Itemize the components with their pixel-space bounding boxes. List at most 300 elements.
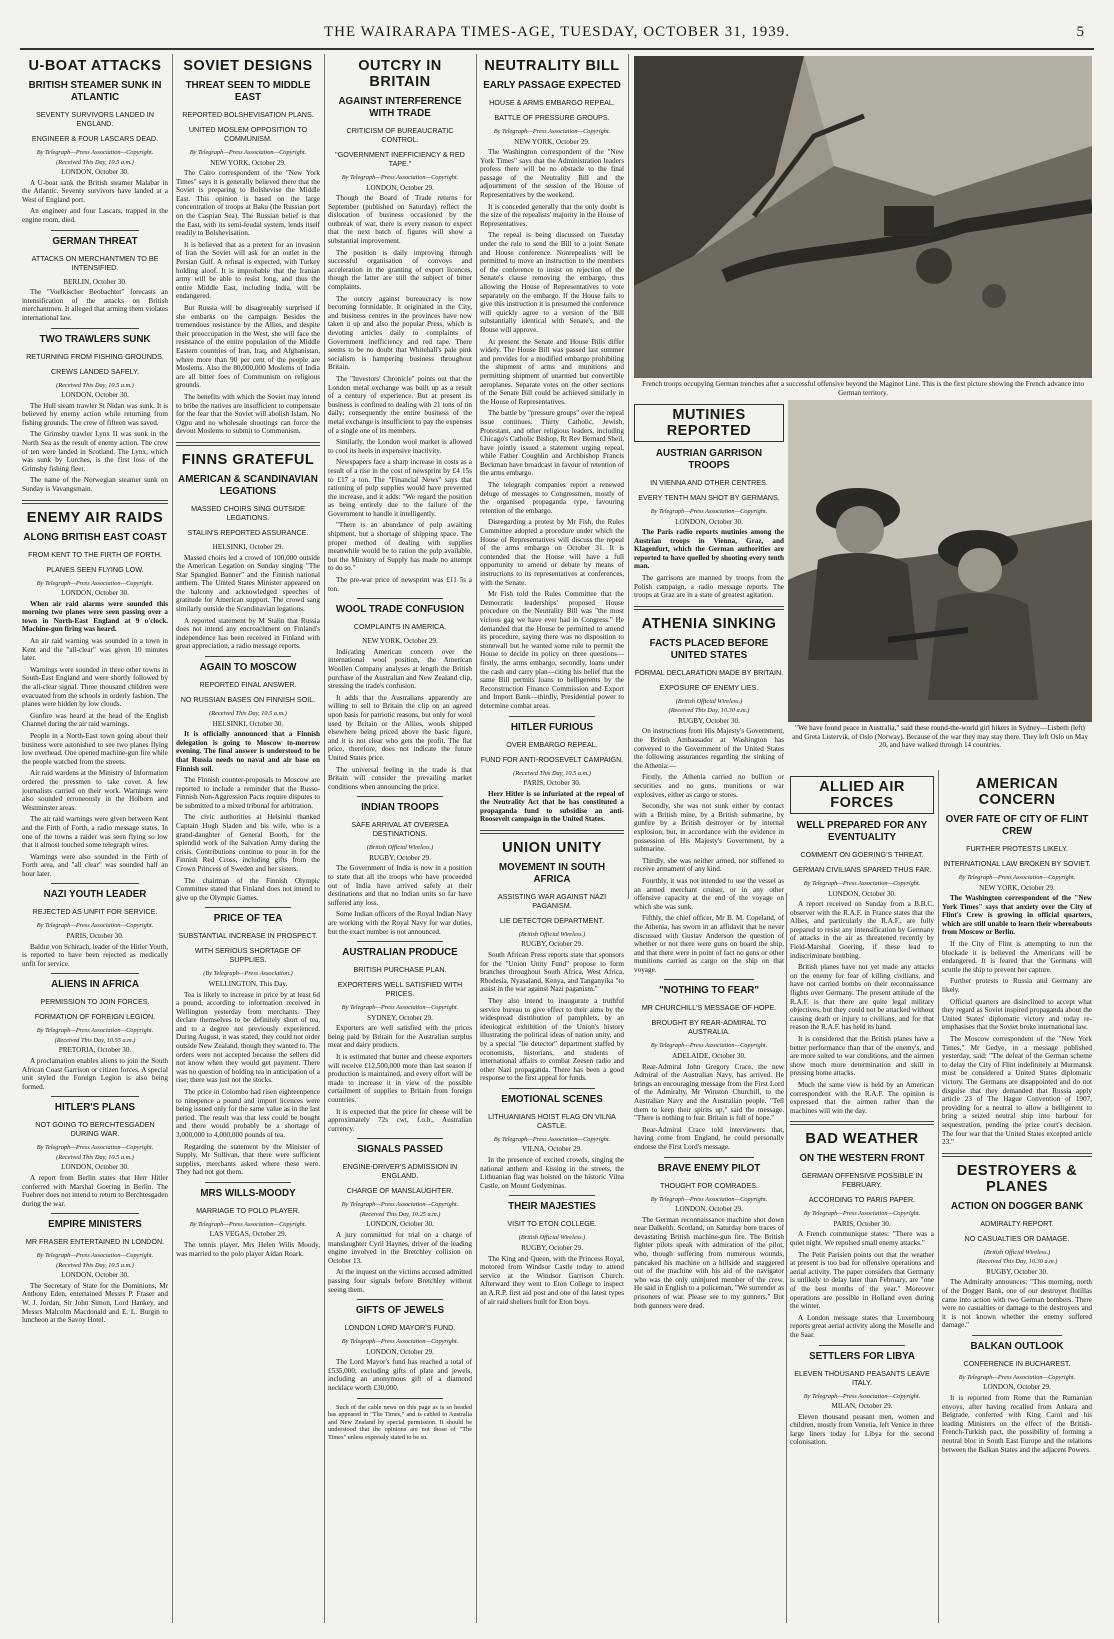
dateline: NEW YORK, October 29. [514, 137, 590, 146]
article-headline: MUTINIES REPORTED [634, 404, 784, 442]
article-paragraph: Thirdly, she was neither armed, nor stiffened to receive armament of any kind. [634, 856, 784, 874]
received-time: (Received This Day, 10.55 a.m.) [54, 1036, 136, 1044]
article-paragraph: Eleven thousand peasant men, women and children, mostly from Venetia, left Venice in three large liners today for Libya for the second colonisation. [790, 1412, 934, 1447]
article-paragraph: The Petit Parisien points out that the weather at present is too bad for offensive operations and aerial activity. The paper considers that Germany is unlikely to delay later than February, are "one of the best months of the year." Moreover operations are possible in Holland even during the winter. [790, 1250, 934, 1311]
article-paragraph: At present the Senate and House Bills differ widely. The House Bill was passed last summer and provides for a modified embargo prohibiting the shipment of arms and munitions and permitting shipment of unarmed but convertible aeroplanes. Separate votes on the other sections of the Senate Bill could be achieved similarly in the House of Representatives. [480, 337, 624, 406]
dateline: WELLINGTON, This Day. [208, 979, 288, 988]
article-dek: OVER EMBARGO REPEAL. [506, 739, 598, 749]
article-paragraph: The Hull steam trawler St Nidan was sunk. It is believed by enemy action while returning from fishing grounds. The crew of fifteen was saved. [22, 401, 168, 427]
article-paragraph: People in a North-East town going about their business were astonished to see two planes flying low overhead. One opened machine-gun fire while the people watched from the streets. [22, 731, 168, 766]
article-dek: MARRIAGE TO POLO PLAYER. [196, 1205, 300, 1215]
dateline: PRETORIA, October 30. [58, 1046, 132, 1055]
article-paragraph: The Finnish counter-proposals to Moscow are reported to include a reminder that the Russo-Finnish Non-Aggression Pacts require disputes to be submitted to a mixed tribunal for arbitration. [176, 776, 320, 810]
article-subhead: THREAT SEEN TO MIDDLE EAST [185, 80, 311, 103]
wire-credit: By Telegraph—Press Association—Copyright. [189, 1220, 307, 1228]
article-paragraph: The German reconnaissance machine shot down near Dalkeith, Scotland, on Saturday bore traces of devastating British machine-gun fire. The British fighter pilots speak with admiration of the pilot, who, though suffering from numerous wounds, pancaked his machine on a hillside and staggered out of the machine with his aid of the navigator who was the only uninjured member of the crew. He said in English to a policeman, "We surrender as prisoners of war. Please see to my gunners." But both gunners were dead. [634, 1215, 784, 1310]
article-dek: GERMAN CIVILIANS SPARED THUS FAR. [792, 865, 932, 874]
article-headline: DESTROYERS & PLANES [956, 1162, 1078, 1195]
received-time: (Received This Day, 10.25 a.m.) [359, 1210, 441, 1218]
article-paragraph: When air raid alarms were sounded this morning two planes were seen passing over a town in North-East England at 9 o'clock. Machine-gun firing was heard. [22, 599, 168, 634]
received-time: (Received This Day, 10.5 a.m.) [513, 769, 591, 777]
article-dek: CONFERENCE IN BUCHAREST. [963, 1358, 1071, 1368]
article-paragraph: Firstly, the Athenia carried no bullion or securities and no guns, munitions or war explosives, either as cargo or stores. [634, 773, 784, 799]
divider [664, 1157, 754, 1158]
article-dek: CREWS LANDED SAFELY. [50, 366, 139, 376]
wire-credit: By Telegraph—Press Association—Copyright. [341, 174, 459, 181]
divider [51, 328, 139, 329]
article-headline: SETTLERS FOR LIBYA [809, 1350, 915, 1362]
article-paragraph: Disregarding a protest by Mr Fish, the Rules Committee adopted a procedure under which the House of Representatives will discuss the repeal of the arms embargo on October 31. It is contended that the House will have a full opportunity to amend or debate by means of instructions to its representatives at conferences, with the Senate. [480, 518, 624, 587]
article-headline: MRS WILLS-MOODY [200, 1187, 296, 1199]
article-paragraph: A reported statement by M Stalin that Russia does not intend any encroachment on Finland's independence has been received in Finland with great appreciation, a radio message reports. [176, 616, 320, 651]
article-headline: ATHENIA SINKING [641, 615, 777, 632]
article-paragraph: The Admiralty announces: "This morning, north of the Dogger Bank, one of our destroyer flotillas came into action with two German bombers. There were no casualties or damage to the destroyers and it is not known whether the enemy suffered damage." [942, 1278, 1092, 1330]
divider [357, 941, 443, 942]
article-headline: GERMAN THREAT [52, 235, 138, 247]
article-dek: FURTHER PROTESTS LIKELY. [966, 844, 1068, 853]
article-paragraph: Fourthly, it was not intended to use the vessel as an armed merchant cruiser, or in any other offensive capacity at the end of the voyage on which she was sunk. [634, 876, 784, 911]
dateline: PARIS, October 30. [66, 931, 124, 940]
received-time: (Received This Day, 10.5 a.m.) [56, 1261, 134, 1269]
article-headline: HITLER FURIOUS [510, 721, 594, 733]
article-paragraph: It is expected that the price for cheese will be approximately 72s cwt, f.o.b., Australian currency. [328, 1107, 472, 1133]
dateline: NEW YORK, October 29. [362, 637, 438, 646]
article-dek: VISIT TO ETON COLLEGE. [507, 1219, 597, 1229]
divider [664, 979, 754, 980]
article-paragraph: The Moscow correspondent of the "New York Times," Mr Gedye, in a message published yesterday, said: "The defeat of the German scheme to delay the City of Flint indefinitely at Murmansk must be considered a United States diplomatic victory. The Germans are disappointed and do not disguise that they demanded that Russia apply article 23 of The Hague Convention of 1907, providing for a neutral to allow a belligerent to bring a seized neutral ship into harbour for sequestration, pending the prize court's decision. The four war that the United States excepted article 23." [942, 1035, 1092, 1147]
wire-credit: By Telegraph—Press Association—Copyright. [803, 1392, 921, 1400]
article-headline: SOVIET DESIGNS [183, 58, 313, 74]
editorial-note: Such of the cable news on this page as is so headed has appeared in "The Times," and is cabled to Australia and New Zealand by special permission. It should be understood that the opinions are not those of "The Times" unless expressly stated to be so. [328, 1403, 472, 1441]
photo-caption: "We have found peace in Australia," said these round-the-world girl hikers in Sydney—Lisbeth (left) and Greta Listervik, of Oslo (Norway). Because of the war they may stay there. They left Oslo on May 20, and have walked through 14 countries. [792, 724, 1088, 750]
article-paragraph: Much the same view is held by an American correspondent with the R.A.F. The opinion is expressed that the airmen rather than the machines will win the day. [790, 1080, 934, 1115]
article-headline: U-BOAT ATTACKS [28, 58, 162, 74]
divider [205, 907, 291, 908]
article-dek: RETURNING FROM FISHING GROUNDS. [26, 351, 164, 361]
article-dek: COMMENT ON GOERING'S THREAT. [800, 850, 924, 859]
divider [972, 1335, 1062, 1336]
article-paragraph: The outcry against bureaucracy is now becoming formidable. It originated in the City, and business centres in the provinces have now taken it up and also the popular Press, which is devoting articles daily to complaints of Government inefficiency and red tape. There seems to be no doubt that Whitehall's pale pink socialism is hampering business throughout Britain. [328, 294, 472, 372]
article-paragraph: It is officially announced that a Finnish delegation is going to Moscow to-morrow evening. The final answer is understood to be that Russia needs no naval and air base on Finnish soil. [176, 730, 320, 773]
article-dek: EVERY TENTH MAN SHOT BY GERMANS. [638, 493, 780, 502]
wire-credit: By Telegraph—Press Association—Copyright. [36, 922, 154, 930]
article-dek: BROUGHT BY REAR-ADMIRAL TO AUSTRALIA. [651, 1018, 767, 1037]
article-dek: SUBSTANTIAL INCREASE IN PROSPECT. [178, 931, 318, 941]
article-paragraph: A jury committed for trial on a charge of manslaughter Cyril Haynes, driver of the leading engine involved in the Bretchley collision on October 13. [328, 1230, 472, 1265]
divider [942, 1153, 1092, 1157]
article-paragraph: The Secretary of State for the Dominions, Mr Anthony Eden, entertained Messrs P. Fraser and W. J. Jordan, Sir John Simon, Lord Hankey, and Messrs Malcolm Macdonald and E. L. Burgin to luncheon at the Savoy Hotel. [22, 1281, 168, 1325]
article-headline: AGAIN TO MOSCOW [199, 662, 297, 674]
dateline: LONDON, October 30. [61, 1271, 129, 1280]
divider [51, 1213, 139, 1214]
article-dek: LONDON LORD MAYOR'S FUND. [344, 1323, 456, 1333]
article-paragraph: The tennis player, Mrs Helen Wills Moody, was married to the polo player Aidan Roark. [176, 1241, 320, 1258]
wire-credit: By Telegraph—Press Association—Copyright. [650, 1042, 768, 1050]
article-subhead: FACTS PLACED BEFORE UNITED STATES [649, 637, 769, 661]
column-1 [22, 54, 168, 1622]
article-paragraph: The name of the Norwegian steamer sunk on Sunday is Vavangsmain. [22, 476, 168, 493]
divider [480, 830, 624, 834]
article-headline: SIGNALS PASSED [357, 1144, 443, 1156]
article-paragraph: The civic authorities at Helsinki thanked Captain Hugh Sladen and his wife, who is a grand-daughter of General Booth, for the splendid work of the Salvation Army during the crisis. Contributions continue to pour in for the Finnish Red Cross, including gifts from the Crown Princess of Sweden and her sisters. [176, 813, 320, 874]
divider [634, 606, 784, 610]
article-paragraph: But Russia will be disagreeably surprised if she embarks on the campaign. Besides the tremendous resistance by the Allies, and despite their preoccupation in the West, she will face the resistance of the entire population of the Middle Eastern countries of Iran, Iraq, and Afghanistan, where more than 90 per cent of the people are Moslems. Also the 80,000,000 Moslems of India are all bitter foes of Communism on religious grounds. [176, 304, 320, 390]
article-headline: OUTCRY IN BRITAIN [358, 58, 442, 90]
article-dek: SEVENTY SURVIVORS LANDED IN ENGLAND. [36, 110, 154, 128]
dateline: VILNA, October 29. [522, 1145, 582, 1154]
article-paragraph: The Lord Mayor's fund has reached a total of £535,000, excluding gifts of plate and jewels, including an anonymous gift of a diamond necklace worth £30,000. [328, 1358, 472, 1392]
wire-credit: By Telegraph—Press Association—Copyright. [803, 1210, 921, 1218]
wire-credit: By Telegraph—Press Association—Copyright. [189, 149, 307, 156]
article-dek: FUND FOR ANTI-ROOSEVELT CAMPAIGN. [480, 754, 624, 764]
divider [509, 716, 595, 717]
hikers-photo [788, 400, 1092, 722]
dateline: LONDON, October 30. [366, 1220, 434, 1229]
dateline: ADELAIDE, October 30. [672, 1051, 746, 1060]
column-rule [476, 54, 477, 1623]
article-dek: FROM KENT TO THE FIRTH OF FORTH. [28, 549, 162, 559]
trench-photo-image [634, 56, 1092, 378]
article-dek: THOUGHT FOR COMRADES. [659, 1180, 759, 1190]
dateline: RUGBY, October 29. [369, 853, 431, 862]
divider [357, 796, 443, 797]
column-2 [176, 54, 320, 1622]
divider [51, 230, 139, 231]
divider [357, 1138, 443, 1139]
article-paragraph: The air raid warnings were given between Kent and the Firth of Forth, a radio message states. In one of the towns a raider was seen flying so low that it almost touched some telegraph wires. [22, 815, 168, 850]
article-paragraph: Similarly, the London wool market is allowed to cool its heels in expensive inactivity. [328, 438, 472, 455]
dateline: LONDON, October 30. [675, 517, 743, 526]
article-paragraph: The King and Queen, with the Princess Royal, motored from Windsor Castle today to attend service at the Windsor Garrison Church. Afterward they went to Eton College to inspect an A.R.P. first aid post and one of the latest types of air raid shelters built for Eton boys. [480, 1254, 624, 1306]
article-paragraph: It is estimated that butter and cheese exporters will receive £12,500,000 more than last season if production is maintained, and every effort will be made to increase it in view of the possible curtailment of supplies to Britain from foreign countries. [328, 1053, 472, 1104]
article-paragraph: Official quarters are disinclined to accept what they regard as Soviet inspired propaganda about the United States' diplomatic victory and today re-emphasises that the Soviet broke international law. [942, 997, 1092, 1032]
article-dek: HOUSE & ARMS EMBARGO REPEAL. [489, 98, 615, 107]
article-dek: PERMISSION TO JOIN FORCES. [40, 997, 150, 1007]
column-3 [328, 54, 472, 1622]
article-headline: "NOTHING TO FEAR" [658, 985, 759, 997]
article-paragraph: It is reported from Rome that the Rumanian envoys, after having recalled from Ankara and Belgrade, conferred with King Carol and his leading Ministers on the effect of the British-French-Turkish pact, the possibility of forming a neutral bloc in South East Europe and the relations between the Balkan States and the adjacent Powers. [942, 1393, 1092, 1454]
article-paragraph: The Washington correspondent of the "New York Times" says that anxiety over the City of Flint's Crew is growing in official quarters, which are still unable to learn their whereabouts from Moscow or Berlin. [942, 894, 1092, 937]
article-dek: ELEVEN THOUSAND PEASANTS LEAVE ITALY. [794, 1368, 930, 1387]
divider [176, 442, 320, 446]
wire-credit: By Telegraph—Press Association—Copyright. [36, 579, 154, 587]
dateline: SYDNEY, October 29. [367, 1013, 433, 1022]
received-time: (Received This Day, 10.5 a.m.) [56, 1153, 134, 1161]
article-paragraph: Gunfire was heard at the head of the English Channel during the air raid warnings. [22, 711, 168, 729]
wire-credit: (British Official Wireless.) [675, 697, 743, 705]
article-headline: NAZI YOUTH LEADER [43, 889, 147, 901]
article-dek: FORMATION OF FOREIGN LEGION. [34, 1012, 156, 1022]
column-rule [628, 54, 629, 899]
masthead-title: THE WAIRARAPA TIMES-AGE, TUESDAY, OCTOBER 31, 1939. [323, 24, 791, 40]
article-paragraph: Secondly, she was not sunk either by contact with a British mine, by a British submarine, by gunfire by a British destroyer or by internal explosion, but, in accordance with the evidence in possession of His Majesty's Government, by a submarine. [634, 802, 784, 854]
article-dek: LIE DETECTOR DEPARTMENT. [499, 915, 605, 925]
article-paragraph: The chairman of the Finnish Olympic Committee stated that Finland does not intend to give up the Olympic Games. [176, 876, 320, 902]
dateline: MILAN, October 29. [831, 1402, 893, 1411]
wire-credit: By Telegraph—Press Association—Copyright. [493, 1135, 611, 1143]
column-rule [786, 893, 787, 1623]
article-paragraph: The Cairo correspondent of the "New York Times" says it is generally believed there that the Soviet is preparing to Bolshevise the Middle East. This opinion is based on the large concentration of troops at Baku (the Russian port on the Caspian Sea). The Russian belief is that the East, with its semi-feudal system, lends itself readily to Bolshevisation. [176, 169, 320, 238]
article-paragraph: A report from Berlin states that Herr Hitler conferred with Marshal Goering in Berlin. The Fuehrer does not intend to return to Berchtesgaden during the war. [22, 1173, 168, 1208]
wire-credit: (British Official Wireless.) [518, 1234, 586, 1242]
dateline: RUGBY, October 30. [678, 716, 740, 725]
article-subhead: ALONG BRITISH EAST COAST [23, 531, 167, 543]
dateline: LONDON, October 30. [61, 589, 129, 598]
wire-credit: By Telegraph—Press Association—Copyright. [36, 149, 154, 156]
article-paragraph: The benefits with which the Soviet may intend to bribe the natives are insufficient to compensate for the fear that the Soviet will abolish Islam. No Ogpu and no wholesale shootings can force the devout Moslems to submit to Communism. [176, 392, 320, 436]
article-dek: ATTACKS ON MERCHANTMEN TO BE INTENSIFIED. [31, 253, 159, 272]
article-paragraph: Regarding the statement by the Minister of Supply, Mr Sullivan, that there were sufficient supplies, merchants asked where these were. They had not got them. [176, 1142, 320, 1177]
wire-credit: By Telegraph—Press Association—Copyright. [650, 1195, 768, 1203]
wire-credit: By Telegraph—Press Association—Copyright. [341, 1004, 459, 1012]
article-headline: NEUTRALITY BILL [484, 58, 620, 74]
column-4 [480, 54, 624, 1622]
article-paragraph: It is considered that the British planes have a better performance than that of the enemy's, and are more suited to war conditions, and the airmen show much more determination and skill in pressing home attacks. [790, 1035, 934, 1078]
wire-credit: By Telegraph—Press Association—Copyright. [36, 1144, 154, 1152]
page-number: 5 [1076, 24, 1084, 40]
article-headline: ALIENS IN AFRICA [51, 979, 139, 991]
article-paragraph: The Government of India is now in a position to state that all the troops who have proceeded out of India have arrived safely at their destinations and that no Indian units so far have suffered any loss. [328, 864, 472, 907]
article-paragraph: The "Investors' Chronicle" points out that the London metal exchange was built up as a result of a century of experience. But at present its business is confined to dealing with 21 tons of tin daily; consequently the entire business of the metal exchange is insufficient to pay the expenses of a single one of its members. [328, 374, 472, 435]
dateline: NEW YORK, October 29. [210, 158, 286, 167]
article-subhead: ON THE WESTERN FRONT [799, 1153, 925, 1165]
article-headline: BRAVE ENEMY PILOT [657, 1162, 761, 1174]
divider [819, 1345, 905, 1346]
article-dek: EXPOSURE OF ENEMY LIES. [659, 682, 759, 692]
masthead [20, 20, 1094, 50]
divider [509, 1088, 595, 1089]
article-paragraph: Air raid wardens at the Ministry of Information ordered the pressmen to take cover. A few journalists carried on their work. Warnings were also sounded erroneously in the Holborn and Westminster areas. [22, 769, 168, 812]
article-subhead: OVER FATE OF CITY OF FLINT CREW [945, 814, 1089, 837]
divider [509, 1195, 595, 1196]
article-paragraph: A proclamation enables aliens to join the South African Coast Garrison or citizen forces. A special unit styled the Foreign Legion is also being formed. [22, 1056, 168, 1091]
wire-credit: (British Official Wireless.) [366, 844, 434, 852]
article-dek: IN VIENNA AND OTHER CENTRES. [650, 478, 768, 487]
article-dek: NOT GOING TO BERCHTESGADEN DURING WAR. [35, 1120, 155, 1139]
article-paragraph: Baldur von Schirach, leader of the Hitler Youth, is reported to have been rejected as medically unfit for service. [22, 942, 168, 968]
article-paragraph: Rear-Admiral John Gregory Crace, the new Admiral of the Australian Navy, has arrived. He brings an encouraging message from the First Lord of the Admiralty, Mr Winston Churchill, to the Australian Navy and the Australian people. "Tell them to keep their spirits up," said the message. "There is nothing to fear. Britain is full of hope." [634, 1062, 784, 1123]
article-paragraph: The position is daily improving through successful organisation of convoys and acceleration in the granting of export licences, though the latter are still the subject of bitter complaints. [328, 248, 472, 292]
article-headline: HITLER'S PLANS [54, 1102, 136, 1114]
article-paragraph: A report received on Sunday from a B.B.C. observer with the R.A.F. in France states that the Allies, and particularly the R.A.F., are fully prepared to resist any intensification by Germany of attacks in the air as threatened recently by Field-Marshal Goering, if these lead to indiscriminate bombing. [790, 900, 934, 960]
article-dek: EXPORTERS WELL SATISFIED WITH PRICES. [337, 980, 463, 999]
article-dek: REPORTED FINAL ANSWER. [199, 680, 297, 690]
article-dek: UNITED MOSLEM OPPOSITION TO COMMUNISM. [188, 125, 308, 143]
article-headline: WOOL TRADE CONFUSION [335, 604, 465, 616]
article-paragraph: If the City of Flint is attempting to run the blockade it is believed the Americans will be endangered. It is feared that the Germans will scuttle the ship to prevent her capture. [942, 940, 1092, 974]
article-headline: UNION UNITY [502, 839, 602, 856]
article-paragraph: The Washington correspondent of the "New York Times" says that the Administration leaders profess there will be no obstacle to the final passage of the Neutrality Bill and the adjournment of the session of the House of Representatives by the weekend. [480, 148, 624, 200]
article-paragraph: The Paris radio reports mutinies among the Austrian troops in Vienna, Graz, and Klagenfurt, which the German authorities are reported to have quelled by shooting every tenth man. [634, 528, 784, 571]
article-headline: EMPIRE MINISTERS [48, 1219, 142, 1231]
wire-credit: By Telegraph—Press Association—Copyright. [341, 1201, 459, 1209]
article-paragraph: Warnings were sounded in three other towns in South-East England and were shortly followed by the all-clear signal. Three thousand children were evacuated from the schools in orderly fashion. The planes were hidden by low clouds. [22, 665, 168, 709]
dateline: HELSINKI, October 30. [212, 719, 284, 728]
article-subhead: BRITISH STEAMER SUNK IN ATLANTIC [28, 80, 162, 103]
article-paragraph: A London message states that Luxembourg reports great aerial activity along the Moselle and the Saar. [790, 1313, 934, 1339]
article-paragraph: The telegraph companies report a renewed deluge of messages to Congressmen, mostly of the organised propaganda type, favouring retention of the embargo. [480, 481, 624, 515]
article-dek: NO RUSSIAN BASES ON FINNISH SOIL. [180, 695, 316, 705]
dateline: LAS VEGAS, October 29. [209, 1230, 287, 1239]
wire-credit: By Telegraph—Press Association—Copyright. [36, 1027, 154, 1035]
wire-credit: (British Official Wireless.) [983, 1248, 1051, 1256]
article-paragraph: Mr Fish told the Rules Committee that the Democratic leaderships' proposed House procedure on the Neutrality Bill was "the most vicious gag we have ever had in Congress." He demanded that the House be permitted to amend its procedure, saying there was no disposition to stonewall but he wanted some rule to permit the House to decide its policy on three questions—firstly, the arms embargo, secondly, loans under the cash and carry plan—citing his belief that the same Bill permits loans to belligerents by the Reconstruction Finance Commission and Export and Import Bank—thirdly, Presidential power to determine combat areas. [480, 590, 624, 710]
divider [22, 500, 168, 504]
trench-photo [634, 56, 1092, 378]
divider [205, 656, 291, 657]
article-subhead: AMERICAN & SCANDINAVIAN LEGATIONS [178, 473, 318, 497]
article-subhead: ACTION ON DOGGER BANK [950, 1200, 1084, 1212]
article-paragraph: The battle by "pressure groups" over the repeal issue continues. Thirty Catholic, Jewish, Protestant, and other religious leaders, including Chicago's Catholic Bishop, Rt Rev Bernard Sheil, have jointly issued a statement urging repeal, while Father Coughlin and Archbishop Francis Beckman have broadcast in favour of retention of the arms embargo. [480, 409, 624, 478]
column-rule [172, 54, 173, 1623]
article-subhead: MOVEMENT IN SOUTH AFRICA [498, 861, 606, 885]
dateline: BERLIN, October 30. [63, 277, 127, 286]
hikers-photo-image [788, 400, 1092, 722]
dateline: HELSINKI, October 29. [212, 542, 284, 551]
article-paragraph: South African Press reports state that sponsors for the "Union Unity Fund" propose to form branches throughout South Africa, West Africa, Rhodesia, Nyasaland, Kenya, and Tanganyika "to assist in the war against Nazi paganism." [480, 951, 624, 994]
wire-credit: By Telegraph—Press Association—Copyright. [958, 1373, 1076, 1381]
article-paragraph: A French communique states: "There was a quiet night. We repulsed small enemy attacks." [790, 1230, 934, 1248]
dateline: RUGBY, October 30. [986, 1267, 1048, 1276]
received-time: (Received This Day, 10.30 a.m.) [668, 707, 750, 715]
article-headline: ALLIED AIR FORCES [790, 776, 934, 814]
article-paragraph: The price in Colombo had risen eighteenpence to ninepence a pound and import licences were being issued only for the same value as in the last period. The result was that less could be bought and there would probably be a shortage of 3,000,000 to 4,000,000 pounds of tea. [176, 1088, 320, 1139]
article-dek: BRITISH PURCHASE PLAN. [353, 965, 447, 975]
divider [205, 1182, 291, 1183]
article-headline: GIFTS OF JEWELS [355, 1305, 445, 1317]
dateline: LONDON, October 29. [983, 1383, 1051, 1392]
article-dek: LITHUANIANS HOIST FLAG ON VILNA CASTLE. [488, 1111, 616, 1130]
article-dek: CRITICISM OF BUREAUCRATIC CONTROL. [346, 126, 454, 144]
column-7 [942, 772, 1092, 1622]
divider [357, 1398, 443, 1399]
column-6 [790, 772, 934, 1622]
article-dek: GERMAN OFFENSIVE POSSIBLE IN FEBRUARY. [801, 1171, 923, 1190]
article-dek: REJECTED AS UNFIT FOR SERVICE. [32, 907, 158, 917]
article-headline: AMERICAN CONCERN [975, 776, 1059, 808]
article-paragraph: Rear-Admiral Crace told interviewers that, having come from England, he could personally endorse the First Lord's message. [634, 1125, 784, 1151]
dateline: LONDON, October 29. [675, 1205, 743, 1213]
article-paragraph: In the presence of excited crowds, singing the national anthem and kissing in the streets, the Lithuanian flag was hoisted on the historic Vilna Castle, on Mount Gedyminas. [480, 1156, 624, 1190]
article-paragraph: An air raid warning was sounded in a town in Kent and the "all-clear" was given 10 minutes later. [22, 637, 168, 663]
article-subhead: WELL PREPARED FOR ANY EVENTUALITY [796, 820, 928, 843]
dateline: LONDON, October 29. [366, 1347, 434, 1356]
article-dek: NO CASUALTIES OR DAMAGE. [964, 1233, 1070, 1243]
article-paragraph: Though the Board of Trade returns for September (published on Saturday) reflect the dislocation of business occasioned by the outbreak of war, there is every reason to expect that the next batch of figures will show a substantial improvement. [328, 194, 472, 246]
divider [357, 1299, 443, 1300]
article-paragraph: Warnings were also sounded in the Firth of Forth area, and "all clear" was sounded half an hour later. [22, 852, 168, 878]
dateline: LONDON, October 30. [61, 168, 129, 176]
article-subhead: AGAINST INTERFERENCE WITH TRADE [338, 96, 462, 119]
dateline: RUGBY, October 29. [521, 1243, 583, 1252]
article-paragraph: The "Voelkischer Beobachter" forecasts an intensification of the attacks on British merchantmen. It alleged that arming them violates international law. [22, 288, 168, 322]
article-paragraph: It adds that the Australians apparently are willing to sell to Britain the clip on an agreed upon basis for patriotic reasons, but only for wool used by Britain or the Allies, wools shipped elsewhere being priced above the basic figure, and it is not clear who gets the profit. The flat price, therefore, does not indicate the future United States price. [328, 693, 472, 762]
article-dek: STALIN'S REPORTED ASSURANCE. [187, 527, 309, 537]
article-paragraph: The pre-war price of newsprint was £11 5s a ton. [328, 576, 472, 593]
article-dek: WITH SERIOUS SHORTAGE OF SUPPLIES. [194, 946, 302, 965]
article-paragraph: A U-boat sank the British steamer Malabar in the Atlantic. Seventy survivors have landed at a West of England port. [22, 178, 168, 204]
article-paragraph: The garrisons are manned by troops from the Polish campaign, a radio message reports. The troops at Graz are in a state of greatest agitation. [634, 574, 784, 600]
article-paragraph: It is believed that as a pretext for an invasion of Iran the Soviet will ask for an outlet in the Persian Gulf. A refusal is expected, with Turkey holding aloof. It is improbable that the Iranian army will be able to resist long, and thus the entire Middle East, including India, will be endangered. [176, 240, 320, 301]
dateline: RUGBY, October 29. [521, 940, 583, 949]
dateline: LONDON, October 30. [61, 1163, 129, 1172]
article-dek: BATTLE OF PRESSURE GROUPS. [494, 113, 610, 122]
article-dek: SAFE ARRIVAL AT OVERSEA DESTINATIONS. [351, 820, 449, 839]
article-paragraph: Fifthly, the chief officer, Mr B. M. Copeland, of the Athenia, has sworn in an affidavit that he never discussed with Gustav Anderson the question of whether or not there were guns on board the ship, and that there were in point of fact no guns or other munitions carried as cargo on the ship on that voyage. [634, 914, 784, 974]
wire-credit: By Telegraph—Press Association—Copyright. [958, 874, 1076, 881]
column-rule [938, 770, 939, 1623]
divider [357, 598, 443, 599]
article-dek: FORMAL DECLARATION MADE BY BRITAIN. [634, 667, 784, 677]
column-5 [634, 400, 784, 1620]
article-paragraph: The repeal is being discussed on Tuesday under the rule to send the Bill to a joint Senate and House conference. Nonrepealists will be permitted to move an instruction to the members of the conference to insist on rejection of the Senate's clause removing the embargo, thus allowing the House of Representatives to vote separately on the embargo. If the House fails to give this instruction it is presumed the conference will quickly agree to a version of the Bill substantially identical with Senate's, and the House will approve. [480, 231, 624, 334]
received-time: (Received This Day, 10.5 a.m.) [56, 381, 134, 389]
article-dek: ENGINE-DRIVER'S ADMISSION IN ENGLAND. [342, 1162, 458, 1181]
article-dek: CHARGE OF MANSLAUGHTER. [346, 1186, 454, 1196]
article-paragraph: They also intend to inaugurate a truthful service bureau to give effect to their aims by the widespread distribution of pamphlets, by an ideological exhibition of the Union's history illustrating the political ideas of nation unity, and by a special "lie detector" department staffed by economists, historians, and students of international affairs to combat Zeesen radio and other Nazi propaganda. There has been a good response to the first appeal for funds. [480, 997, 624, 1083]
article-dek: "GOVERNMENT INEFFICIENCY & RED TAPE." [335, 150, 465, 168]
article-headline: PRICE OF TEA [213, 913, 283, 925]
wire-credit: (By Telegraph—Press Association.) [203, 970, 293, 978]
article-paragraph: On instructions from His Majesty's Government, the British Ambassador at Washington has conveyed to the Government of the United States the following assurances regarding the sinking of the Athenia:— [634, 727, 784, 770]
article-paragraph: "There is an abundance of pulp awaiting shipment, but a shortage of shipping space. The proper method of dealing with supplies meanwhile would be to ration the pulp available, but the Ministry of Supply has made no attempt to do so." [328, 521, 472, 573]
dateline: NEW YORK, October 29. [979, 883, 1055, 892]
article-headline: INDIAN TROOPS [361, 802, 439, 814]
column-rule [324, 54, 325, 1623]
article-dek: MR FRASER ENTERTAINED IN LONDON. [25, 1237, 165, 1247]
received-time: (Received This Day, 10.30 a.m.) [976, 1258, 1058, 1266]
divider [51, 883, 139, 884]
article-dek: COMPLAINTS IN AMERICA. [353, 622, 447, 632]
article-headline: THEIR MAJESTIES [508, 1201, 596, 1213]
article-headline: EMOTIONAL SCENES [501, 1093, 603, 1105]
dateline: LONDON, October 29. [366, 183, 434, 192]
article-paragraph: Further protests to Russia and Germany are likely. [942, 977, 1092, 995]
article-paragraph: Herr Hitler is so infuriated at the repeal of the Neutrality Act that he has constituted a propaganda fund to subsidise an anti-Roosevelt campaign in the United States. [480, 789, 624, 824]
article-paragraph: Newspapers face a sharp increase in costs as a result of a rise in the cost of newsprint by £4 15s to £17 a ton. The "Financial News" says that rationing of pulp supplies would have prevented the increase, and it adds: "We regard the position as being entirely due to the failure of the Government to handle it intelligently. [328, 458, 472, 518]
article-paragraph: At the inquest on the victims accused admitted passing four signals before Bretchley without seeing them. [328, 1268, 472, 1294]
article-dek: REPORTED BOLSHEVISATION PLANS. [182, 110, 314, 119]
article-dek: ENGINEER & FOUR LASCARS DEAD. [31, 134, 159, 143]
article-paragraph: It is conceded generally that the only doubt is the size of the repealists' majority in the House of Representatives. [480, 202, 624, 228]
wire-credit: By Telegraph—Press Association—Copyright. [493, 128, 611, 135]
article-paragraph: Some Indian officers of the Royal Indian Navy are working with the Royal Navy for war duties, but the exact number is not announced. [328, 910, 472, 936]
wire-credit: (British Official Wireless.) [518, 930, 586, 938]
article-dek: PLANES SEEN FLYING LOW. [46, 564, 144, 574]
article-paragraph: Exporters are well satisfied with the prices being paid by Britain for the Australian surplus meat and dairy products. [328, 1024, 472, 1050]
article-dek: MASSED CHOIRS SING OUTSIDE LEGATIONS. [191, 503, 305, 522]
article-headline: AUSTRALIAN PRODUCE [342, 947, 458, 959]
wire-credit: By Telegraph—Press Association—Copyright. [650, 508, 768, 515]
article-subhead: EARLY PASSAGE EXPECTED [483, 80, 621, 91]
article-paragraph: The Grimsby trawler Lynx II was sunk in the North Sea as the result of enemy action. The crew of ten were landed in Scotland. The Lynx, which was sunk by Lurches, is the first loss of the Grimsby fishing fleet. [22, 430, 168, 473]
received-time: (Received This Day, 10.5 a.m.) [56, 158, 134, 166]
article-subhead: AUSTRIAN GARRISON TROOPS [655, 448, 763, 471]
dateline: LONDON, October 30. [61, 391, 129, 400]
article-dek: ACCORDING TO PARIS PAPER. [808, 1195, 916, 1205]
divider [51, 973, 139, 974]
article-headline: BALKAN OUTLOOK [970, 1340, 1064, 1352]
divider [790, 1121, 934, 1125]
article-paragraph: Massed choirs led a crowd of 100,000 outside the American Legation on Sunday singing "The Star Spangled Banner" and the Finnish national anthem. The United States Minister appeared on the balcony and acknowledged speeches of gratitude for American support. The crowd sang similarly outside the Scandinavian legations. [176, 553, 320, 614]
article-dek: INTERNATIONAL LAW BROKEN BY SOVIET. [943, 859, 1091, 868]
wire-credit: By Telegraph—Press Association—Copyright. [803, 880, 921, 887]
article-paragraph: The universal feeling in the trade is that Britain will consider the prevailing market conditions when announcing the price. [328, 765, 472, 791]
divider [51, 1096, 139, 1097]
dateline: LONDON, October 30. [828, 889, 896, 898]
article-paragraph: Indicating American concern over the international wool position, the American Woollen Company analyses at length the British purchase of the Australian and New Zealand clip, stressing the trade's confusion. [328, 647, 472, 691]
article-dek: ADMIRALTY REPORT. [980, 1218, 1054, 1228]
